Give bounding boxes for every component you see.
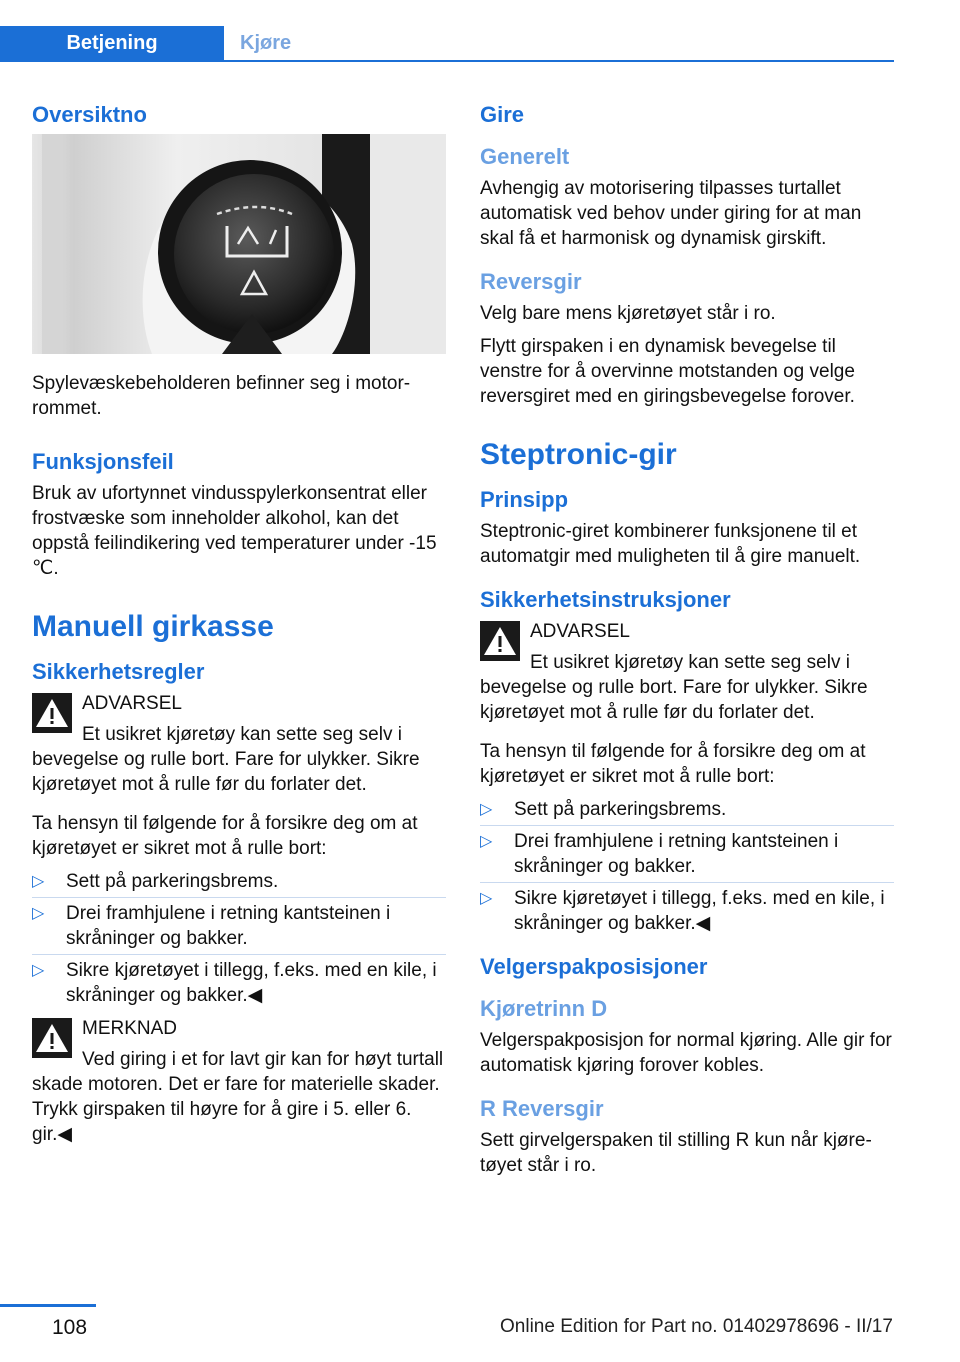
section-title-prinsipp: Prinsipp — [480, 487, 569, 512]
section-title-sikkerhetsinstruksjoner: Sikkerhetsinstruksjoner — [480, 587, 731, 612]
section-title-velgerspakposisjoner: Velgerspakposisjoner — [480, 954, 708, 979]
subsection-title-kjoretrinn-d: Kjøretrinn D — [480, 996, 608, 1021]
notice-block — [32, 1016, 446, 1147]
photo-caption: Spylevæskebeholderen befinner seg i motorrommet. — [32, 373, 411, 419]
generelt-text: Avhengig av motorisering tilpasses turtallet automatisk ved behov under giring for at man skal få et harmonisk og dynamisk girskift. — [480, 178, 862, 249]
r-reversgir-text: Sett girvelgerspaken til stilling R kun når kjøretøyet står i ro. — [480, 1130, 872, 1176]
subsection-title-reversgir: Reversgir — [480, 269, 582, 294]
warning-title: ADVARSEL — [530, 621, 630, 642]
funksjonsfeil-text: Bruk av ufortynnet vindusspylerkonsentrat eller frostvæske som inneholder alkohol, kan det oppstå feilindikering ved temperaturer under -15 ℃. — [32, 483, 437, 579]
list-item: ▷ Sikre kjøretøyet i tillegg, f.eks. med en kile, i skråninger og bakker.◀ — [32, 958, 446, 1008]
list-item: ▷ Sett på parkeringsbrems. — [32, 869, 446, 894]
list-item: ▷ Sett på parkeringsbrems. — [480, 797, 894, 822]
chapter-title-manuell-girkasse: Manuell girkasse — [32, 610, 274, 643]
warning-triangle-icon — [480, 621, 520, 661]
list-item: ▷ Sikre kjøretøyet i tillegg, f.eks. med en kile, i skråninger og bakker.◀ — [480, 886, 894, 936]
header-bar — [0, 0, 894, 62]
warning-text: Et usikret kjøretøy kan sette seg selv i bevegelse og rulle bort. Fare for ulykker. Sikre kjøretøyet mot å rulle før du forlater det. — [32, 724, 420, 795]
right-column — [480, 100, 894, 1186]
warning-title: ADVARSEL — [82, 693, 182, 714]
section-title-oversikt: Oversiktno — [32, 102, 147, 127]
tab-betjening[interactable]: Betjening — [0, 26, 224, 60]
prinsipp-text: Steptronic-giret kombinerer funksjonene til et automatgir med muligheten til å gire manuelt. — [480, 521, 861, 567]
washer-fluid-cap-photo — [32, 134, 446, 354]
section-title-gire: Gire — [480, 102, 525, 127]
warning-triangle-icon — [32, 693, 72, 733]
section-title-sikkerhetsregler: Sikkerhetsregler — [32, 659, 205, 684]
warning-text: Et usikret kjøretøy kan sette seg selv i bevegelse og rulle bort. Fare for ulykker. Sikre kjøretøyet mot å rulle før du forlater det. — [480, 652, 868, 723]
instruction-intro: Ta hensyn til følgende for å forsikre deg om at kjøretøyet er sikret mot å rulle bort: — [32, 813, 418, 859]
instruction-list — [480, 797, 894, 936]
instruction-intro: Ta hensyn til følgende for å forsikre deg om at kjøretøyet er sikret mot å rulle bort: — [480, 741, 866, 787]
warning-block — [32, 691, 446, 797]
instruction-list — [32, 869, 446, 1008]
header-rule — [0, 60, 894, 62]
section-title-funksjonsfeil: Funksjonsfeil — [32, 449, 174, 474]
reversgir-text-1: Velg bare mens kjøretøyet står i ro. — [480, 303, 776, 324]
page-number: 108 — [52, 1316, 88, 1339]
list-item: ▷ Drei framhjulene i retning kantsteinen i skråninger og bakker. — [480, 829, 894, 879]
reversgir-text-2: Flytt girspaken i en dynamisk bevegelse til venstre for å overvinne motstanden og velge reversgiret med en giringsbevegelse forover. — [480, 336, 855, 407]
online-edition-label: Online Edition for Part no. 01402978696 - II/17 — [500, 1316, 893, 1337]
list-item: ▷ Drei framhjulene i retning kantsteinen i skråninger og bakker. — [32, 901, 446, 951]
subsection-title-r-reversgir: R Reversgir — [480, 1096, 604, 1121]
warning-block — [480, 619, 894, 725]
warning-triangle-icon — [32, 1018, 72, 1058]
subsection-title-generelt: Generelt — [480, 144, 570, 169]
notice-title: MERKNAD — [82, 1018, 178, 1039]
tab-kjore[interactable]: Kjøre — [240, 31, 292, 54]
chapter-title-steptronic: Steptronic-gir — [480, 438, 677, 471]
left-column — [32, 100, 446, 1153]
notice-text: Ved giring i et for lavt gir kan for høyt turtall skade motoren. Det er fare for materielle skader. Trykk girspaken til høyre for å gire i 5. eller 6. gir.◀ — [32, 1049, 444, 1145]
footer-rule — [0, 1304, 96, 1307]
kjoretrinn-text: Velgerspakposisjon for normal kjøring. Alle gir for automatisk kjøring forover kobles. — [480, 1030, 892, 1076]
